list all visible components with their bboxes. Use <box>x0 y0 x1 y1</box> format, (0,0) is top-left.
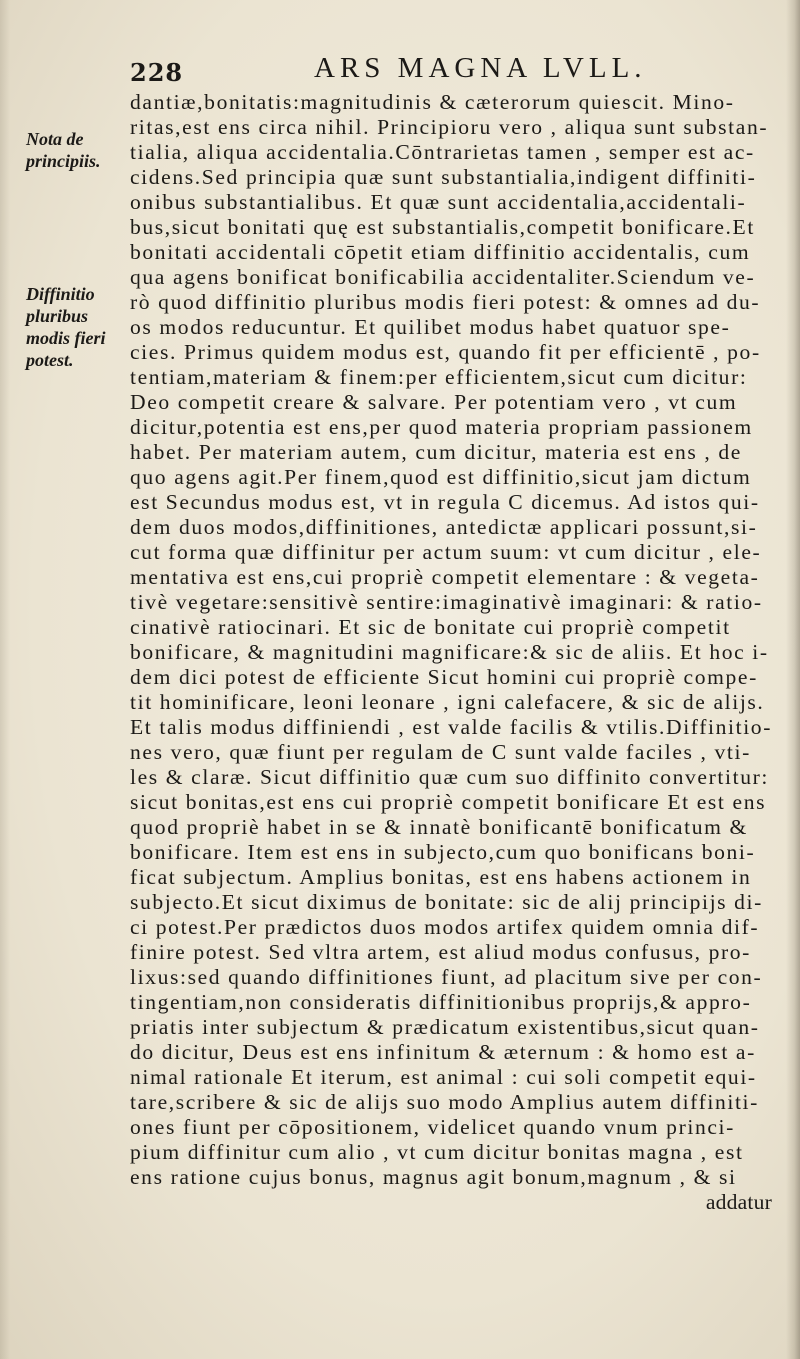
text-line: dicitur,potentia est ens,per quod materia propriam passionem <box>130 415 753 439</box>
text-line: ones fiunt per cōpositionem, videlicet quando vnum princi- <box>130 1115 735 1139</box>
text-line: nimal rationale Et iterum, est animal : cui soli competit equi- <box>130 1065 757 1089</box>
text-line: priatis inter subjectum & prædicatum existentibus,sicut quan- <box>130 1015 760 1039</box>
running-head: ARS MAGNA LVLL. <box>314 52 647 84</box>
text-line: tare,scribere & sic de alijs suo modo Amplius autem diffiniti- <box>130 1090 759 1114</box>
page-header <box>130 52 770 92</box>
text-line: ens ratione cujus bonus, magnus agit bonum,magnum , & si <box>130 1165 737 1189</box>
text-line: nes vero, quæ fiunt per regulam de C sunt valde faciles , vti- <box>130 740 751 764</box>
body-text <box>130 90 790 1215</box>
margin-note-line: Diffinitio <box>26 284 95 304</box>
text-line: dem dici potest de efficiente Sicut homini cui propriè compe- <box>130 665 758 689</box>
text-line: habet. Per materiam autem, cum dicitur, materia est ens , de <box>130 440 742 464</box>
text-line: pium diffinitur cum alio , vt cum dicitur bonitas magna , est <box>130 1140 744 1164</box>
margin-note-line: modis fieri <box>26 328 106 348</box>
text-line: les & claræ. Sicut diffinitio quæ cum suo diffinito convertitur: <box>130 765 769 789</box>
text-line: mentativa est ens,cui propriè competit elementare : & vegeta- <box>130 565 760 589</box>
text-line: tingentiam,non consideratis diffinitionibus proprijs,& appro- <box>130 990 752 1014</box>
text-line: quo agens agit.Per finem,quod est diffinitio,sicut jam dictum <box>130 465 752 489</box>
text-line: subjecto.Et sicut diximus de bonitate: sic de alij principijs di- <box>130 890 763 914</box>
text-line: os modos reducuntur. Et quilibet modus habet quatuor spe- <box>130 315 731 339</box>
text-line: ficat subjectum. Amplius bonitas, est ens habens actionem in <box>130 865 752 889</box>
text-line: Deo competit creare & salvare. Per potentiam vero , vt cum <box>130 390 738 414</box>
text-line: dem duos modos,diffinitiones, antedictæ applicari possunt,si- <box>130 515 758 539</box>
page-number: 228 <box>130 58 184 87</box>
margin-note-line: potest. <box>26 350 74 370</box>
margin-note-line: principiis. <box>26 151 101 171</box>
text-line: tit hominificare, leoni leonare , igni calefacere, & sic de alijs. <box>130 690 765 714</box>
catchword: addatur <box>705 1190 772 1214</box>
margin-note-line: Nota de <box>26 129 84 149</box>
text-line: quod propriè habet in se & innatè bonificantē bonificatum & <box>130 815 748 839</box>
text-line: onibus substantialibus. Et quæ sunt accidentalia,accidentali- <box>130 190 747 214</box>
text-line: rò quod diffinitio pluribus modis fieri potest: & omnes ad du- <box>130 290 761 314</box>
text-line: sicut bonitas,est ens cui propriè competit bonificare Et est ens <box>130 790 767 814</box>
text-line: cut forma quæ diffinitur per actum suum: vt cum dicitur , ele- <box>130 540 762 564</box>
text-line: tialia, aliqua accidentalia.Cōntrarietas tamen , semper est ac- <box>130 140 755 164</box>
text-line: bonitati accidentali cōpetit etiam diffinitio accidentalis, cum <box>130 240 751 264</box>
text-line: cidens.Sed principia quæ sunt substantialia,indigent diffiniti- <box>130 165 757 189</box>
text-line: bonificare. Item est ens in subjecto,cum quo bonificans boni- <box>130 840 756 864</box>
text-line: bonificare, & magnitudini magnificare:& sic de aliis. Et hoc i- <box>130 640 769 664</box>
text-line: Et talis modus diffiniendi , est valde facilis & vtilis.Diffinitio- <box>130 715 772 739</box>
text-line: do dicitur, Deus est ens infinitum & æternum : & homo est a- <box>130 1040 756 1064</box>
text-line: tivè vegetare:sensitivè sentire:imaginativè imaginari: & ratio- <box>130 590 763 614</box>
text-line: cies. Primus quidem modus est, quando fit per efficientē , po- <box>130 340 761 364</box>
text-line: dantiæ,bonitatis:magnitudinis & cæterorum quiescit. Mino- <box>130 90 735 114</box>
text-line: est Secundus modus est, vt in regula C dicemus. Ad istos qui- <box>130 490 760 514</box>
text-line: qua agens bonificat bonificabilia accidentaliter.Sciendum ve- <box>130 265 756 289</box>
margin-note-definition <box>26 283 126 371</box>
margin-note-line: pluribus <box>26 306 89 326</box>
text-line: tentiam,materiam & finem:per efficientem,sicut cum dicitur: <box>130 365 748 389</box>
margin-notes <box>26 128 126 370</box>
text-line: ci potest.Per prædictos duos modos artifex quidem omnia dif- <box>130 915 760 939</box>
text-line: lixus:sed quando diffinitiones fiunt, ad placitum sive per con- <box>130 965 763 989</box>
text-line: finire potest. Sed vltra artem, est aliud modus confusus, pro- <box>130 940 751 964</box>
text-line: ritas,est ens circa nihil. Principioru vero , aliqua sunt substan- <box>130 115 769 139</box>
gutter-shadow <box>0 0 10 1359</box>
text-line: bus,sicut bonitati quę est substantialis,competit bonificare.Et <box>130 215 755 239</box>
text-line: cinativè ratiocinari. Et sic de bonitate cui propriè competit <box>130 615 731 639</box>
margin-note-principles <box>26 128 126 172</box>
